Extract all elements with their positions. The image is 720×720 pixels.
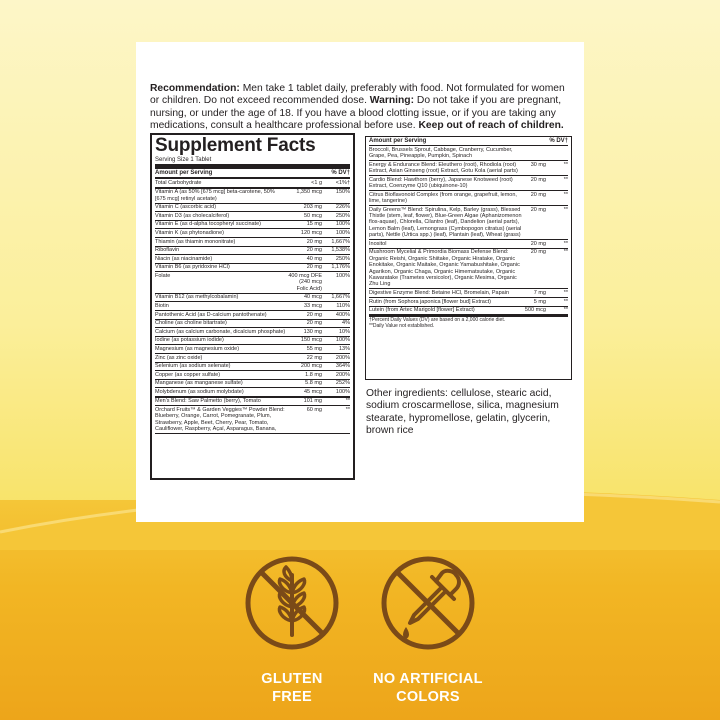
nutrient-row [155,311,350,320]
nutrient-name: Thiamin (as thiamin mononitrate) [155,238,236,245]
nutrient-name: Choline (as choline bitartrate) [155,320,227,327]
dropper-crossed-icon [378,553,478,653]
nutrient-name: Manganese (as manganese sulfate) [155,380,243,387]
nutrient-name: Men's Blend: Saw Palmetto (berry), Tomato [155,398,261,405]
nutrient-dv: 250% [335,255,350,262]
nutrient-dv: <1%† [335,179,350,186]
nutrient-amount: 150 mcg [300,337,322,344]
gluten-free-label [242,670,342,706]
nutrient-amount: 22 mg [306,354,322,361]
nutrient-name: Molybdenum (as sodium molybdate) [155,388,244,395]
nutrient-amount [524,147,550,160]
no-artificial-colors-label [358,670,498,706]
nutrient-dv: ** [563,298,568,305]
serving-size: Serving Size 1 Tablet [155,156,350,169]
nutrient-row [155,294,350,303]
nutrient-dv: 364% [335,363,350,370]
gluten-free-line2: FREE [272,689,312,705]
nutrient-dv: ** [563,290,568,297]
nutrient-dv: 226% [335,204,350,211]
nutrient-amount: 20 mg [306,247,322,254]
nutrient-dv: ** [563,206,568,213]
nutrient-dv: ** [563,161,568,168]
nutrient-dv: 252% [335,380,350,387]
nutrient-name: Vitamin E (as d-alpha tocopheryl succinate) [155,221,261,228]
amount-header: Amount per Serving [155,170,213,176]
nutrient-name: Copper (as copper sulfate) [155,371,221,378]
nutrient-dv: 100% [335,229,350,236]
nutrient-dv: ** [345,407,350,414]
warning-body: Do not take if you are pregnant, nursing, or under the age of 18. If you have a blood clotting issue, or if you are taking any medications, consult a healthcare professional before use. [150,95,562,131]
supplement-facts-title: Supplement Facts [155,135,316,156]
nutrient-row [155,229,350,238]
nutrient-row [369,146,568,161]
nutrient-amount: 120 mcg [300,229,322,236]
nutrient-dv: ** [563,240,568,247]
nutrient-name: Lutein (from Artec Marigold [flower] Extract) [369,307,475,314]
nutrient-amount: 20 mg [306,264,322,271]
nutrient-amount: 20 mg [530,240,546,247]
no-artificial-colors-line2: COLORS [396,689,460,705]
nutrient-dv: 4% [342,320,350,327]
footnotes [369,315,568,330]
nutrient-name: Pantothenic Acid (as D-calcium pantothenate) [155,311,267,318]
nutrient-name: Citrus Bioflavonoid Complex (from orange, grapefruit, lemon, lime, tangerine) [369,191,517,204]
nutrient-amount: 500 mcg [524,307,546,314]
nutrient-name: Vitamin K (as phytonadione) [155,229,224,236]
nutrient-amount: 200 mcg [300,363,322,370]
nutrient-amount: 20 mg [306,238,322,245]
nutrient-dv: 1,176% [331,264,350,271]
nutrient-name: Broccoli, Brussels Sprout, Cabbage, Cranberry, Cucumber, Grape, Pea, Pineapple, Pumpkin, Spinach [369,146,513,159]
nutrient-dv: 13% [338,345,350,352]
nutrient-dv: ** [563,176,568,183]
nutrient-row [155,204,350,213]
wheat-crossed-icon [242,553,342,653]
table-header [155,169,350,179]
nutrient-row [369,289,568,298]
nutrient-amount: 30 mg [530,161,546,168]
nutrient-amount: 15 mg [306,221,322,228]
nutrient-dv: ** [345,398,350,405]
nutrient-amount: 20 mg [306,320,322,327]
nutrient-name: Rutin (from Sophora japonica [flower bud] Extract) [369,298,491,305]
warning-label: Warning: [369,95,415,107]
nutrient-row [155,272,350,293]
nutrient-name: Cardio Blend: Hawthorn (berry), Japanese Knotweed (root) Extract, Coenzyme Q10 (ubiquinone-10) [369,176,513,189]
nutrient-row [155,345,350,354]
nutrient-row [155,247,350,256]
nutrient-row [155,406,350,434]
nutrient-row [369,307,568,316]
nutrient-dv: 250% [335,212,350,219]
nutrient-row [155,337,350,346]
nutrient-name: Daily Greens™ Blend: Spirulina, Kelp, Barley (grass), Blessed Thistle (stem, leaf, flower), Blue-Green Algae (Aphanizomenon flos-aquae), Chlorella, Cilantro (leaf), Dandelion (aerial parts), Lemon Balm (leaf), Lemongrass (Cymbopogon citratus) (aerial parts), Nettle (Urtica spp.) (leaf), Plantain (leaf), Wheat (grass) [369,206,522,239]
nutrient-amount: 50 mcg [303,212,322,219]
nutrient-dv: 1,667% [331,294,350,301]
nutrient-amount: 45 mcg [303,388,322,395]
nutrient-name: Magnesium (as magnesium oxide) [155,345,240,352]
nutrient-row [155,189,350,204]
nutrient-row [369,298,568,307]
nutrient-row [369,191,568,206]
nutrient-row [155,238,350,247]
other-ingredients: Other ingredients: cellulose, stearic acid, sodium croscarmellose, silica, magnesium stearate, hypromellose, gelatin, glycerin, brown rice [366,388,559,437]
nutrient-name: Biotin [155,302,169,309]
nutrient-amount: 5 mg [533,298,546,305]
nutrient-amount: 7 mg [533,290,546,297]
nutrient-name: Niacin (as niacinamide) [155,255,213,262]
nutrient-amount: 5.8 mg [305,380,322,387]
table-header-cont [369,137,568,146]
nutrient-name: Digestive Enzyme Blend: Betaine HCl, Bromelain, Papain [369,290,510,297]
nutrient-dv: ** [563,307,568,314]
recommendation-body: Men take 1 tablet daily, preferably with food. Not formulated for women or children. Do not exceed recommended dose. [150,83,565,107]
nutrient-amount: 20 mg [530,191,546,198]
nutrient-dv: ** [563,249,568,256]
nutrient-name: Vitamin D3 (as cholecalciferol) [155,212,230,219]
supplement-facts-table [150,133,355,480]
nutrient-name: Iodine (as potassium iodide) [155,337,224,344]
nutrient-row [155,380,350,389]
nutrient-row [155,328,350,337]
nutrient-name: Folate [155,272,171,279]
nutrient-amount: 20 mg [530,176,546,183]
supplement-facts-continued [365,136,572,380]
nutrient-amount: 130 mg [303,328,322,335]
nutrient-dv: 200% [335,354,350,361]
nutrient-row [155,212,350,221]
nutrient-amount: 55 mg [306,345,322,352]
nutrient-name: Calcium (as calcium carbonate, dicalcium phosphate) [155,328,286,335]
nutrient-dv: 100% [335,272,350,279]
nutrient-name: Zinc (as zinc oxide) [155,354,203,361]
footnote-dv: †Percent Daily Values (DV) are based on a 2,000 calorie diet. [369,317,506,324]
gluten-free-line1: GLUTEN [261,671,323,687]
nutrient-dv: 100% [335,221,350,228]
nutrient-name: Vitamin A (as 50% [675 mcg] beta-carotene, 50% [675 mcg] retinyl acetate) [155,189,275,202]
nutrient-name: Inositol [369,240,387,247]
nutrient-amount: 20 mg [306,311,322,318]
nutrient-amount: <1 g [311,179,322,186]
nutrient-amount: 40 mg [306,255,322,262]
nutrient-name: Vitamin B12 (as methylcobalamin) [155,294,239,301]
nutrient-dv [550,147,568,160]
amount-header-cont: Amount per Serving [369,138,427,144]
nutrient-name: Total Carbohydrate [155,179,202,186]
dv-header-cont: % DV† [549,138,568,144]
nutrient-row [155,264,350,273]
nutrient-dv: 110% [336,302,350,309]
recommendation-label: Recommendation: [150,83,240,94]
nutrient-name: Vitamin C (ascorbic acid) [155,204,217,211]
nutrient-rows [155,179,350,434]
nutrient-row [155,221,350,230]
nutrient-name: Energy & Endurance Blend: Eleuthero (root), Rhodiola (root) Extract, Asian Ginseng (root) Extract, Gotu Kola (aerial parts) [369,161,518,174]
nutrient-row [369,240,568,249]
nutrient-row [155,363,350,372]
nutrient-amount: 101 mg [303,398,322,405]
nutrient-amount: 20 mg [530,206,546,213]
nutrient-dv: 1,667% [331,238,350,245]
footnote-not-established: **Daily Value not established. [369,323,435,330]
nutrient-dv: ** [563,191,568,198]
nutrient-amount: 1,350 mcg [296,189,322,196]
nutrient-row [369,161,568,176]
blend-rows [369,146,568,315]
nutrient-amount: 203 mg [303,204,322,211]
nutrient-amount: 20 mg [530,249,546,256]
nutrient-name: Mushroom Mycelial & Primordia Biomass Defense Blend: Organic Reishi, Organic Shiitake, Organic Hiratake, Organic Enokitake, Organic Maitake, Organic Yamabushitake, Organic Agarikon, Organic Chaga, Organic Himematsutake, Organic Kawaratake (Trametes versicolor), Organic Mesima, Organic Zhu Ling [369,249,520,288]
nutrient-row [155,320,350,329]
nutrient-row [155,302,350,311]
nutrient-dv: 100% [335,337,350,344]
nutrient-amount: 40 mcg [303,294,322,301]
nutrient-name: Vitamin B6 (as pyridoxine HCl) [155,264,230,271]
dv-header: % DV† [331,170,350,176]
nutrient-row [155,179,350,189]
nutrient-row [155,255,350,264]
nutrient-dv: 1,538% [331,247,350,254]
nutrient-dv: 400% [335,311,350,318]
nutrient-row [155,354,350,363]
nutrient-amount: 60 mg [306,407,322,414]
nutrient-amount: 33 mcg [303,302,322,309]
keep-out-text: Keep out of reach of children. [418,119,564,131]
nutrient-amount: 1.8 mg [305,371,322,378]
nutrient-row [155,371,350,380]
nutrient-row [369,206,568,240]
nutrient-row [369,249,568,290]
nutrient-row [155,388,350,398]
nutrient-dv: 200% [335,371,350,378]
nutrient-amount: 400 mcg DFE (240 mcg Folic Acid) [288,272,322,292]
nutrient-name: Orchard Fruits™ & Garden Veggies™ Powder Blend: Blueberry, Orange, Carrot, Pomegranate, Plum, Strawberry, Apple, Beet, Cherry, Pear, Tomato, Cauliflower, Raspberry, Açaí, Asparagus, Banana, [155,407,285,433]
no-artificial-colors-line1: NO ARTIFICIAL [373,671,483,687]
recommendation-text [150,83,575,132]
nutrient-row [369,176,568,191]
nutrient-dv: 10% [338,328,350,335]
nutrient-dv: 100% [335,388,350,395]
nutrient-name: Riboflavin [155,247,180,254]
nutrient-dv: 150% [335,189,350,196]
nutrient-name: Selenium (as sodium selenate) [155,363,231,370]
nutrient-row [155,398,350,407]
